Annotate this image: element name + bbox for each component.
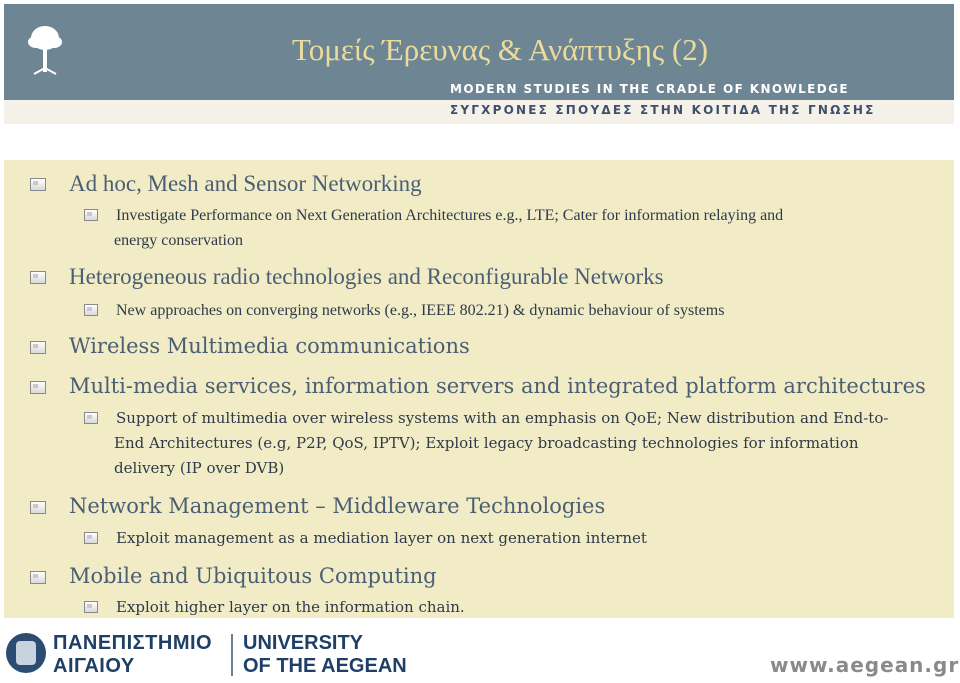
university-seal-icon — [6, 633, 46, 673]
bullet-icon — [30, 381, 46, 394]
bullet-text: Wireless Multimedia communications — [69, 334, 470, 358]
university-name-greek-line1: ΠΑΝΕΠΙΣΤΗΜΙΟ — [53, 632, 213, 654]
motto-english: MODERN STUDIES IN THE CRADLE OF KNOWLEDGE — [450, 82, 849, 96]
website-url: www.aegean.gr — [770, 653, 960, 677]
bullet-text: Ad hoc, Mesh and Sensor Networking — [69, 171, 422, 196]
motto-greek: ΣΥΓΧΡΟΝΕΣ ΣΠΟΥΔΕΣ ΣΤΗΝ ΚΟΙΤΙΔΑ ΤΗΣ ΓΝΩΣΗΣ — [450, 103, 876, 117]
university-name-english-line2: OF THE AEGEAN — [243, 655, 407, 677]
sub-bullet-text-line3: delivery (IP over DVB) — [114, 459, 285, 477]
sub-bullet-text-line1: New approaches on converging networks (e.g., IEEE 802.21) & dynamic behaviour of systems — [116, 302, 725, 319]
sub-bullet-text-line1: Exploit higher layer on the information chain. — [116, 598, 465, 616]
sub-bullet-text-line1: Investigate Performance on Next Generation Architectures e.g., LTE; Cater for information relaying and — [116, 207, 784, 224]
sub-bullet-text-line2: energy conservation — [114, 232, 243, 249]
university-name-greek-line2: ΑΙΓΑΙΟΥ — [53, 655, 135, 677]
bullet-icon — [30, 571, 46, 584]
bullet-text: Multi-media services, information servers and integrated platform architectures — [69, 374, 926, 398]
bullet-icon — [30, 501, 46, 514]
bullet-icon — [30, 341, 46, 354]
university-name-english-line1: UNIVERSITY — [243, 632, 364, 654]
sub-bullet-text-line2: End Architectures (e.g, P2P, QoS, IPTV); Exploit legacy broadcasting technologies for information — [114, 434, 859, 452]
bullet-text: Mobile and Ubiquitous Computing — [69, 564, 437, 588]
sub-bullet-icon — [84, 304, 98, 316]
sub-bullet-text-line1: Exploit management as a mediation layer on next generation internet — [116, 529, 647, 547]
sub-bullet-icon — [84, 532, 98, 544]
sub-bullet-icon — [84, 209, 98, 221]
sub-bullet-icon — [84, 601, 98, 613]
slide-title: Τομείς Έρευνας & Ανάπτυξης (2) — [291, 32, 709, 67]
bullet-text: Network Management – Middleware Technologies — [69, 494, 606, 518]
footer-divider — [231, 634, 233, 676]
bullet-icon — [30, 178, 46, 191]
bullet-icon — [30, 271, 46, 284]
sub-bullet-text-line1: Support of multimedia over wireless systems with an emphasis on QoE; New distribution and End-to- — [116, 409, 889, 427]
sub-bullet-icon — [84, 412, 98, 424]
bullet-text: Heterogeneous radio technologies and Reconfigurable Networks — [69, 264, 664, 289]
